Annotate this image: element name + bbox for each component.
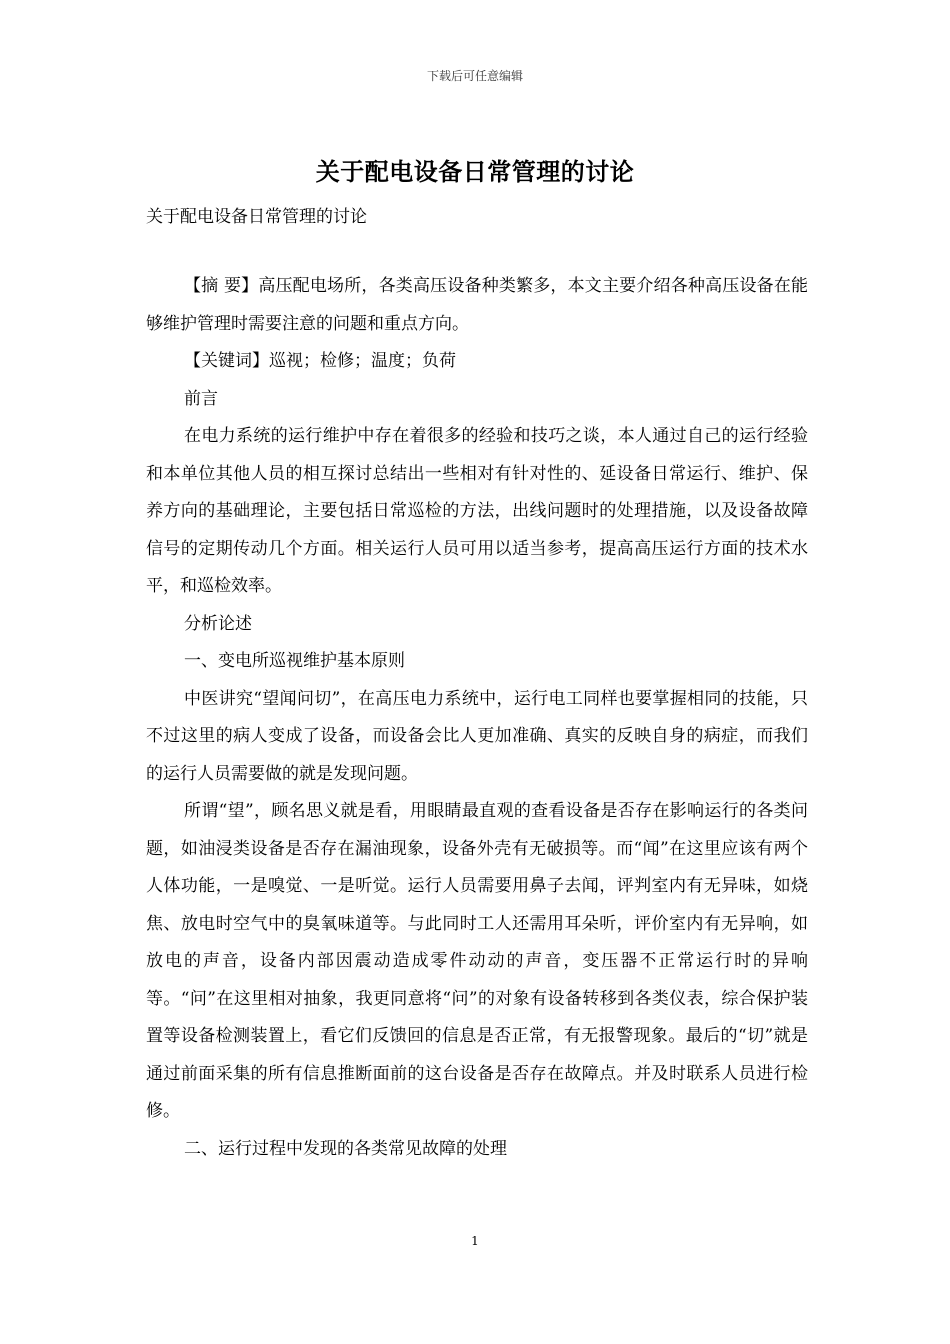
body-paragraph: 所谓“望”，顾名思义就是看，用眼睛最直观的查看设备是否存在影响运行的各类问题，如油浸类设备是否存在漏油现象，设备外壳有无破损等。而“闻”在这里应该有两个人体功能，一是嗅觉、一是听觉。运行人员需要用鼻子去闻，评判室内有无异味，如烧焦、放电时空气中的臭氧味道等。与此同时工人还需用耳朵听，评价室内有无异响，如放电的声音，设备内部因震动造成零件动动的声音，变压器不正常运行时的异响等。“问”在这里相对抽象，我更同意将“问”的对象有设备转移到各类仪表，综合保护装置等设备检测装置上，看它们反馈回的信息是否正常，有无报警现象。最后的“切”就是通过前面采集的所有信息推断面前的这台设备是否存在故障点。并及时联系人员进行检修。 (146, 801, 808, 1121)
document-body (146, 268, 808, 1168)
section-heading-analysis: 分析论述 (184, 613, 252, 634)
section-heading-faults: 二、运行过程中发现的各类常见故障的处理 (184, 1138, 507, 1159)
document-subtitle: 关于配电设备日常管理的讨论 (146, 207, 367, 227)
page-number: 1 (471, 1234, 479, 1248)
keywords-paragraph: 【关键词】巡视；检修；温度；负荷 (184, 351, 456, 371)
page-header-note: 下载后可任意编辑 (426, 69, 523, 83)
section-heading-preface: 前言 (184, 388, 218, 409)
body-paragraph: 中医讲究“望闻问切”，在高压电力系统中，运行电工同样也要掌握相同的技能，只不过这里的病人变成了设备，而设备会比人更加准确、真实的反映自身的病症，而我们的运行人员需要做的就是发现问题。 (146, 688, 808, 784)
abstract-paragraph: 【摘 要】高压配电场所，各类高压设备种类繁多，本文主要介绍各种高压设备在能够维护管理时需要注意的问题和重点方向。 (146, 276, 808, 334)
section-heading-principles: 一、变电所巡视维护基本原则 (184, 651, 405, 671)
body-paragraph: 在电力系统的运行维护中存在着很多的经验和技巧之谈，本人通过自己的运行经验和本单位其他人员的相互探讨总结出一些相对有针对性的、延设备日常运行、维护、保养方向的基础理论，主要包括日常巡检的方法，出线问题时的处理措施，以及设备故障信号的定期传动几个方面。相关运行人员可用以适当参考，提高高压运行方面的技术水平，和巡检效率。 (146, 426, 808, 596)
document-title: 关于配电设备日常管理的讨论 (315, 157, 635, 186)
